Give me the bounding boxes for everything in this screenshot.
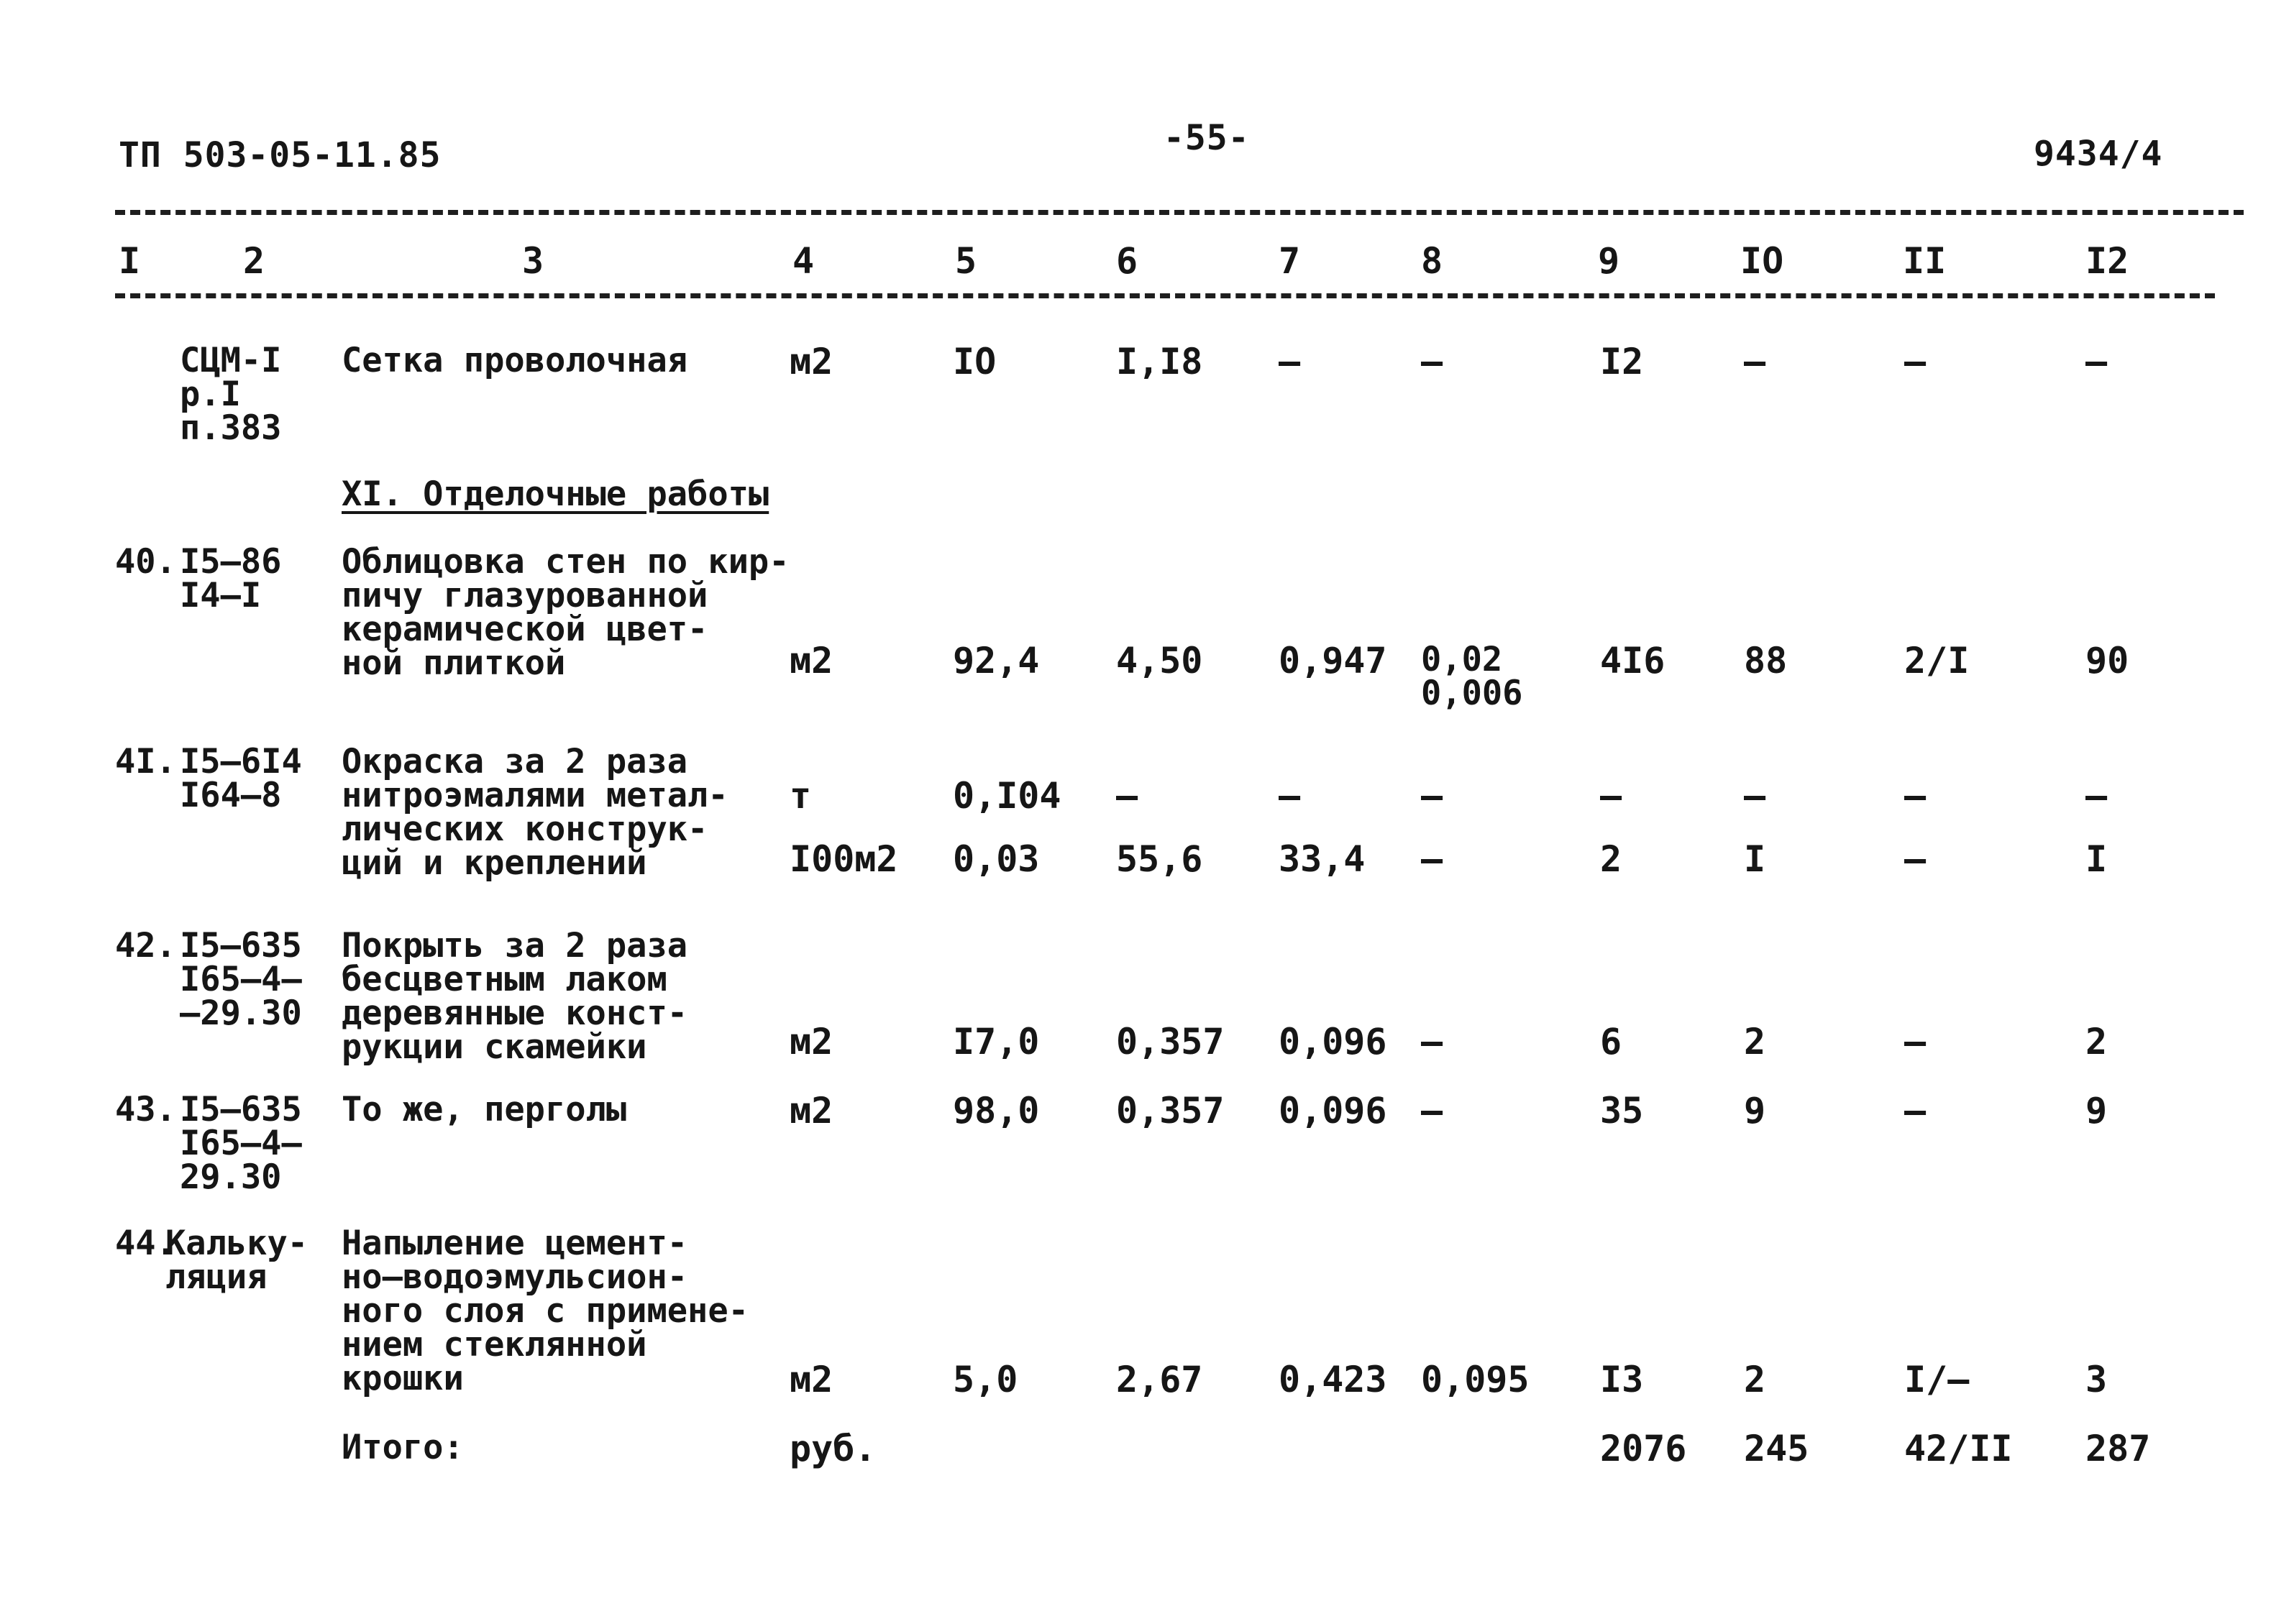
cell-col11: 2/I bbox=[1904, 640, 1970, 682]
document-code: ТП 503-05-11.85 bbox=[119, 135, 442, 175]
row-number: 44. bbox=[115, 1224, 176, 1263]
cell-col12: 90 bbox=[2085, 640, 2129, 682]
cell-col8: – bbox=[1421, 1021, 1443, 1063]
cell-col9: – bbox=[1600, 775, 1622, 817]
row-description: То же, перголы bbox=[342, 1090, 627, 1129]
row-number: 40. bbox=[115, 542, 176, 582]
total-label: Итого: bbox=[342, 1428, 464, 1467]
total-col11: 42/II bbox=[1904, 1428, 2013, 1469]
sheet-reference: 9434/4 bbox=[2034, 134, 2163, 174]
row-description: Сетка проволочная bbox=[342, 341, 688, 380]
cell-col9: I3 bbox=[1600, 1359, 1644, 1400]
cell-col10: 2 bbox=[1744, 1021, 1766, 1063]
cell-col7: – bbox=[1279, 775, 1301, 817]
cell-unit: м2 bbox=[790, 1359, 833, 1400]
column-header: I bbox=[119, 240, 141, 282]
cell-col5: 98,0 bbox=[953, 1090, 1040, 1132]
column-header: 5 bbox=[955, 240, 977, 282]
total-col9: 2076 bbox=[1600, 1428, 1687, 1469]
cell-col7: 33,4 bbox=[1279, 838, 1366, 880]
page-number: -55- bbox=[1164, 118, 1250, 158]
row-reference: СЦМ-I р.I п.383 bbox=[180, 341, 282, 448]
column-header: 9 bbox=[1598, 240, 1620, 282]
cell-col9: 2 bbox=[1600, 838, 1622, 880]
cell-unit: I00м2 bbox=[790, 838, 898, 880]
cell-col5: 92,4 bbox=[953, 640, 1040, 682]
cell-col11: I/– bbox=[1904, 1359, 1970, 1400]
column-header: IO bbox=[1740, 240, 1784, 282]
cell-col5: 0,I04 bbox=[953, 775, 1061, 817]
row-number: 43. bbox=[115, 1090, 176, 1129]
cell-col10: I bbox=[1744, 838, 1766, 880]
cell-col11: – bbox=[1904, 1021, 1927, 1063]
section-title: XI. Отделочные работы bbox=[342, 474, 769, 514]
cell-col9: 6 bbox=[1600, 1021, 1622, 1063]
table-header-rule bbox=[115, 293, 2215, 298]
cell-unit: м2 bbox=[790, 640, 833, 682]
cell-col7: 0,096 bbox=[1279, 1021, 1387, 1063]
row-reference: I5–635 I65–4– –29.30 bbox=[180, 926, 302, 1033]
cell-col10: 2 bbox=[1744, 1359, 1766, 1400]
cell-col12: – bbox=[2085, 341, 2108, 382]
total-col12: 287 bbox=[2085, 1428, 2151, 1469]
cell-col11: – bbox=[1904, 775, 1927, 817]
cell-col5: IO bbox=[953, 341, 997, 382]
cell-col7: 0,096 bbox=[1279, 1090, 1387, 1132]
row-description: Покрыть за 2 раза бесцветным лаком деревянные конст- рукции скамейки bbox=[342, 926, 688, 1067]
cell-col7: 0,947 bbox=[1279, 640, 1387, 682]
cell-col12: I bbox=[2085, 838, 2108, 880]
cell-col9: 35 bbox=[1600, 1090, 1644, 1132]
cell-col7: 0,423 bbox=[1279, 1359, 1387, 1400]
cell-col8: 0,095 bbox=[1421, 1359, 1530, 1400]
cell-col6: 4,50 bbox=[1116, 640, 1203, 682]
column-header: 4 bbox=[792, 240, 815, 282]
row-number: 42. bbox=[115, 926, 176, 965]
cell-col8: – bbox=[1421, 838, 1443, 880]
column-header: 7 bbox=[1279, 240, 1301, 282]
cell-col9: 4I6 bbox=[1600, 640, 1665, 682]
row-description: Напыление цемент- но–водоэмульсион- ного слоя с примене- нием стеклянной крошки bbox=[342, 1224, 749, 1398]
cell-unit: м2 bbox=[790, 1090, 833, 1132]
cell-col8: – bbox=[1421, 1090, 1443, 1132]
cell-col7: – bbox=[1279, 341, 1301, 382]
cell-col12: 9 bbox=[2085, 1090, 2108, 1132]
table-top-rule bbox=[115, 210, 2244, 215]
row-number: 4I. bbox=[115, 742, 176, 781]
cell-col6: I,I8 bbox=[1116, 341, 1203, 382]
column-header: 2 bbox=[243, 240, 265, 282]
cell-col12: 2 bbox=[2085, 1021, 2108, 1063]
cell-col6: 0,357 bbox=[1116, 1090, 1225, 1132]
cell-col11: – bbox=[1904, 341, 1927, 382]
cell-unit: м2 bbox=[790, 341, 833, 382]
cell-col8: – bbox=[1421, 341, 1443, 382]
column-header: 3 bbox=[522, 240, 544, 282]
cell-unit: т bbox=[790, 775, 812, 817]
cell-col5: 5,0 bbox=[953, 1359, 1018, 1400]
cell-col6: 55,6 bbox=[1116, 838, 1203, 880]
cell-unit: м2 bbox=[790, 1021, 833, 1063]
cell-col6: 0,357 bbox=[1116, 1021, 1225, 1063]
row-reference: Кальку- ляция bbox=[165, 1224, 309, 1297]
total-col10: 245 bbox=[1744, 1428, 1809, 1469]
cell-col12: – bbox=[2085, 775, 2108, 817]
row-description: Окраска за 2 раза нитроэмалями метал- лических конструк- ций и креплений bbox=[342, 742, 728, 883]
column-header: 6 bbox=[1116, 240, 1138, 282]
cell-col11: – bbox=[1904, 838, 1927, 880]
cell-col10: – bbox=[1744, 775, 1766, 817]
cell-col11: – bbox=[1904, 1090, 1927, 1132]
cell-col8: – bbox=[1421, 775, 1443, 817]
cell-col10: 9 bbox=[1744, 1090, 1766, 1132]
row-reference: I5–86 I4–I bbox=[180, 542, 282, 615]
cell-col10: 88 bbox=[1744, 640, 1788, 682]
row-reference: I5–635 I65–4– 29.30 bbox=[180, 1090, 302, 1197]
column-header: 8 bbox=[1421, 240, 1443, 282]
column-header: II bbox=[1903, 240, 1947, 282]
cell-col5: 0,03 bbox=[953, 838, 1040, 880]
cell-col6: 2,67 bbox=[1116, 1359, 1203, 1400]
cell-col10: – bbox=[1744, 341, 1766, 382]
cell-col6: – bbox=[1116, 775, 1138, 817]
column-header: I2 bbox=[2085, 240, 2129, 282]
cell-col9: I2 bbox=[1600, 341, 1644, 382]
cell-col8: 0,02 0,006 bbox=[1421, 640, 1523, 713]
total-unit: руб. bbox=[790, 1428, 877, 1469]
cell-col5: I7,0 bbox=[953, 1021, 1040, 1063]
cell-col12: 3 bbox=[2085, 1359, 2108, 1400]
row-reference: I5–6I4 I64–8 bbox=[180, 742, 302, 815]
row-description: Облицовка стен по кир- пичу глазурованной керамической цвет- ной плиткой bbox=[342, 542, 790, 683]
